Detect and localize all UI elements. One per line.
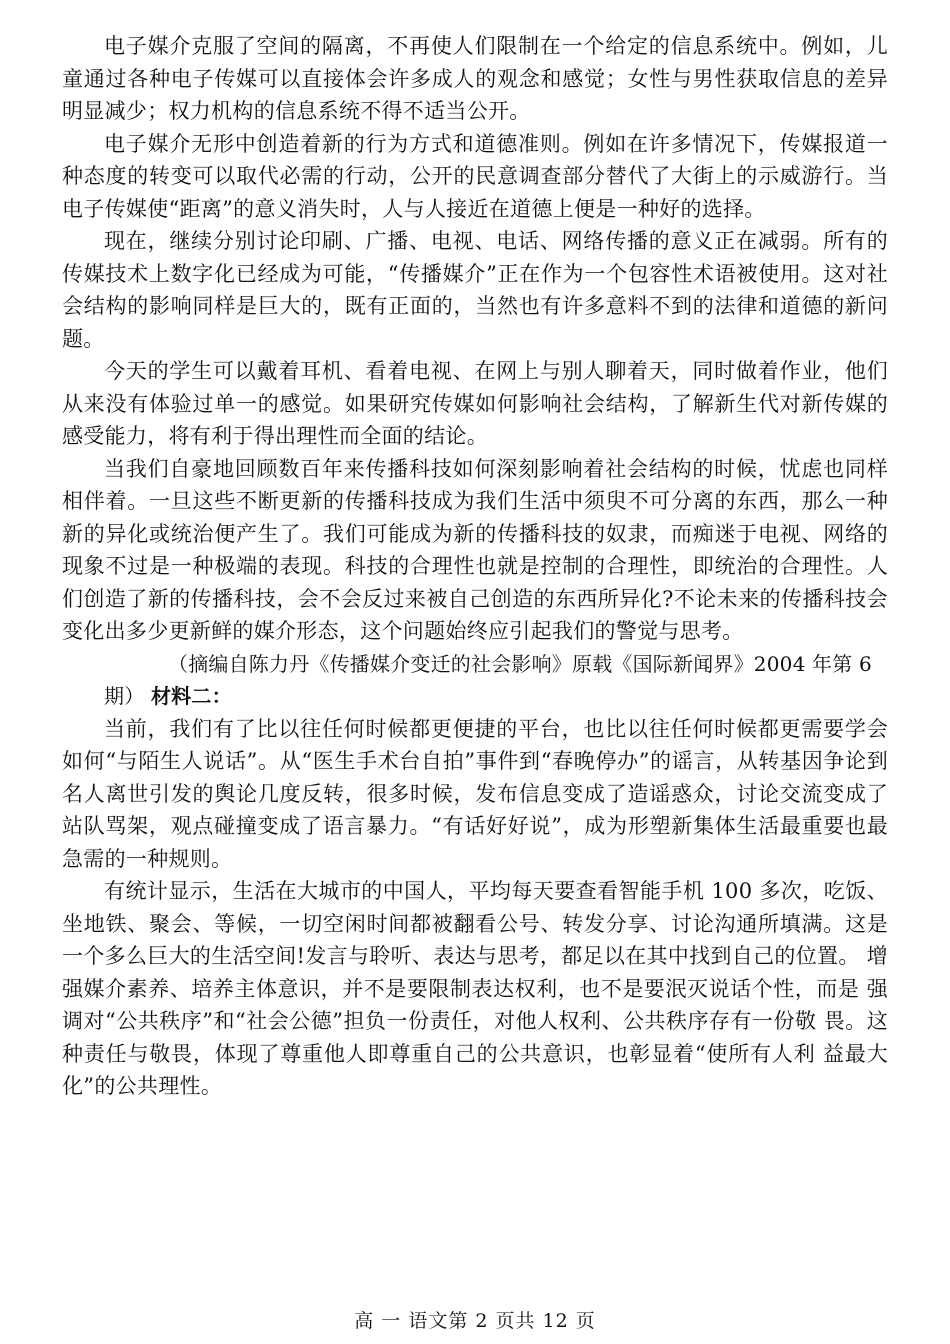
material-two-label: 材料二：	[150, 684, 232, 708]
body-paragraph: 当前，我们有了比以往任何时候都更便捷的平台，也比以往任何时候都更需要学会如何“与陌生人说话”。从“医生手术台自拍”事件到“春晚停办”的谣言，从转基因争论到名人离世引发的舆论几度反转，很多时候，发布信息变成了造谣惑众，讨论交流变成了站队骂架，观点碰撞变成了语言暴力。“有话好好说”，成为形塑新集体生活最重要也最急需的一种规则。	[62, 716, 888, 871]
body-paragraph: 电子媒介克服了空间的隔离，不再使人们限制在一个给定的信息系统中。例如，儿童通过各种电子传媒可以直接体会许多成人的观念和感觉；女性与男性获取信息的差异明显减少；权力机构的信息系统不得不适当公开。	[62, 34, 888, 123]
body-paragraph: 今天的学生可以戴着耳机、看着电视、在网上与别人聊着天，同时做着作业，他们从来没有体验过单一的感觉。如果研究传媒如何影响社会结构，了解新生代对新传媒的感受能力，将有利于得出理性而全面的结论。	[62, 359, 888, 448]
document-page	[62, 30, 888, 1103]
body-paragraph: 现在，继续分别讨论印刷、广播、电视、电话、网络传播的意义正在减弱。所有的传媒技术上数字化已经成为可能，“传播媒介”正在作为一个包容性术语被使用。这对社会结构的影响同样是巨大的，既有正面的，当然也有许多意料不到的法律和道德的新问题。	[62, 229, 888, 351]
source-citation-line2: 期）	[104, 684, 145, 708]
source-citation-continued	[62, 680, 888, 713]
body-paragraph: 有统计显示，生活在大城市的中国人，平均每天要查看智能手机 100 多次，吃饭、 坐地铁、聚会、等候，一切空闲时间都被翻看公号、转发分享、讨论沟通所填满。这是 一个多么巨大的生活空间!发言与聆听、表达与思考，都足以在其中找到自己的位置。 增强媒介素养、培养主体意识，并不是要限制表达权利，也不是要泯灭说话个性，而是 强调对“公共秩序”和“社会公德”担负一份责任，对他人权利、公共秩序存有一份敬 畏。这种责任与敬畏，体现了尊重他人即尊重自己的公共意识，也彰显着“使所有人利 益最大化”的公共理性。	[62, 879, 888, 1098]
body-paragraph: 电子媒介无形中创造着新的行为方式和道德准则。例如在许多情况下，传媒报道一种态度的转变可以取代必需的行动，公开的民意调查部分替代了大街上的示威游行。当电子传媒使“距离”的意义消失时，人与人接近在道德上便是一种好的选择。	[62, 131, 888, 221]
source-citation-line1: （摘编自陈力丹《传播媒介变迁的社会影响》原载《国际新闻界》2004 年第 6	[168, 651, 872, 676]
page-footer: 高 一 语文第 2 页共 12 页	[354, 1310, 596, 1332]
source-citation	[62, 648, 888, 681]
body-paragraph: 当我们自豪地回顾数百年来传播科技如何深刻影响着社会结构的时候，忧虑也同样相伴着。一旦这些不断更新的传播科技成为我们生活中须臾不可分离的东西，那么一种新的异化或统治便产生了。我们可能成为新的传播科技的奴隶，而痴迷于电视、网络的现象不过是一种极端的表现。科技的合理性也就是控制的合理性，即统治的合理性。人们创造了新的传播科技，会不会反过来被自己创造的东西所异化?不论未来的传播科技会变化出多少更新鲜的媒介形态，这个问题始终应引起我们的警觉与思考。	[62, 456, 888, 643]
